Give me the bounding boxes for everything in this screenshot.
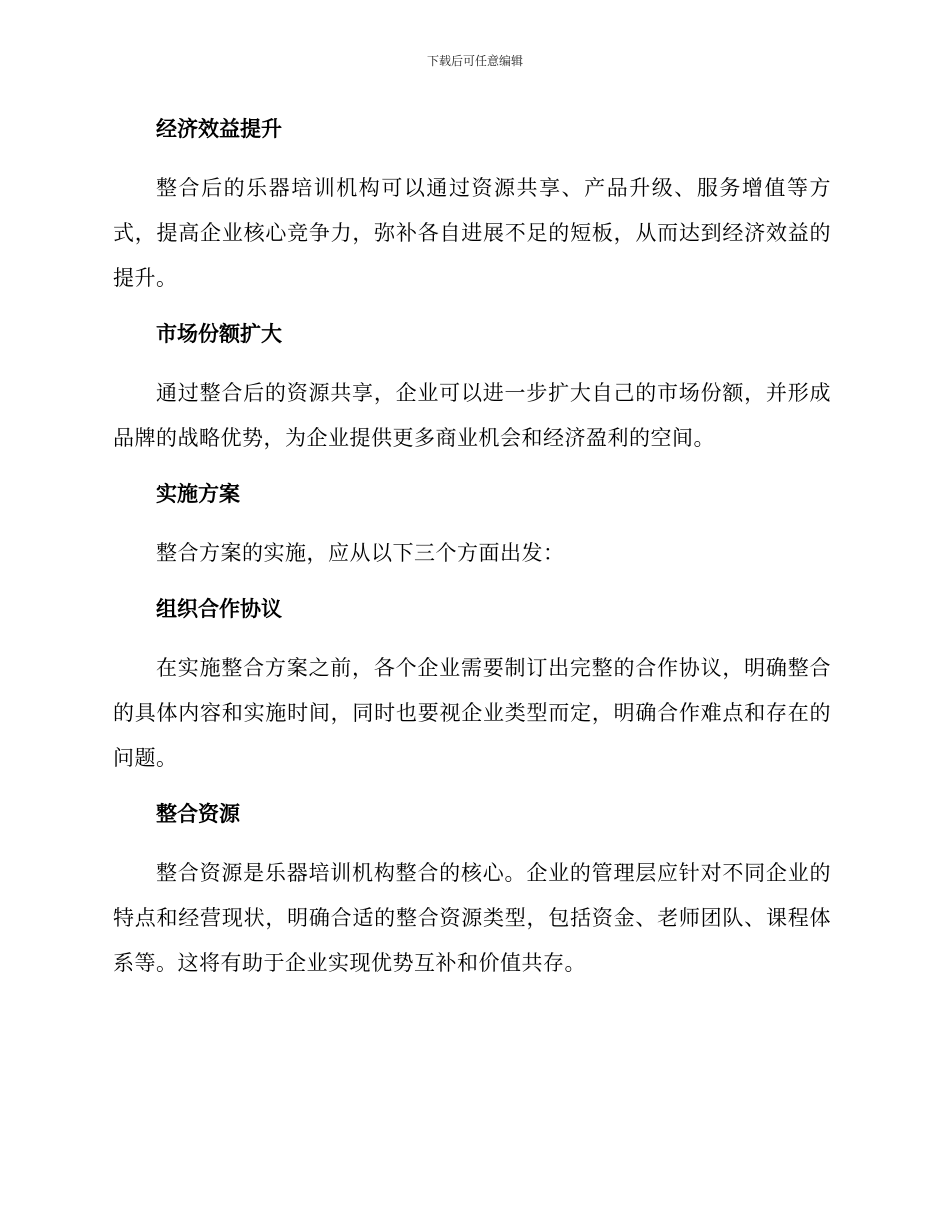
- section-heading-integrate-resources: 整合资源: [156, 802, 240, 826]
- document-body: [113, 109, 831, 999]
- section-paragraph-economic-benefit: 整合后的乐器培训机构可以通过资源共享、产品升级、服务增值等方式，提高企业核心竞争力，弥补各自进展不足的短板，从而达到经济效益的提升。: [113, 176, 831, 290]
- section-heading-implementation: 实施方案: [156, 482, 240, 506]
- page-header: 下载后可任意编辑: [426, 54, 523, 68]
- section-heading-cooperation-agreement: 组织合作协议: [156, 597, 282, 621]
- section-paragraph-implementation: 整合方案的实施，应从以下三个方面出发：: [156, 541, 565, 565]
- section-paragraph-integrate-resources: 整合资源是乐器培训机构整合的核心。企业的管理层应针对不同企业的特点和经营现状，明确合适的整合资源类型，包括资金、老师团队、课程体系等。这将有助于企业实现优势互补和价值共存。: [113, 861, 831, 975]
- section-heading-market-share: 市场份额扩大: [156, 322, 282, 346]
- section-paragraph-cooperation-agreement: 在实施整合方案之前，各个企业需要制订出完整的合作协议，明确整合的具体内容和实施时间，同时也要视企业类型而定，明确合作难点和存在的问题。: [113, 656, 831, 770]
- section-heading-economic-benefit: 经济效益提升: [156, 117, 282, 141]
- section-paragraph-market-share: 通过整合后的资源共享，企业可以进一步扩大自己的市场份额，并形成品牌的战略优势，为企业提供更多商业机会和经济盈利的空间。: [113, 381, 831, 450]
